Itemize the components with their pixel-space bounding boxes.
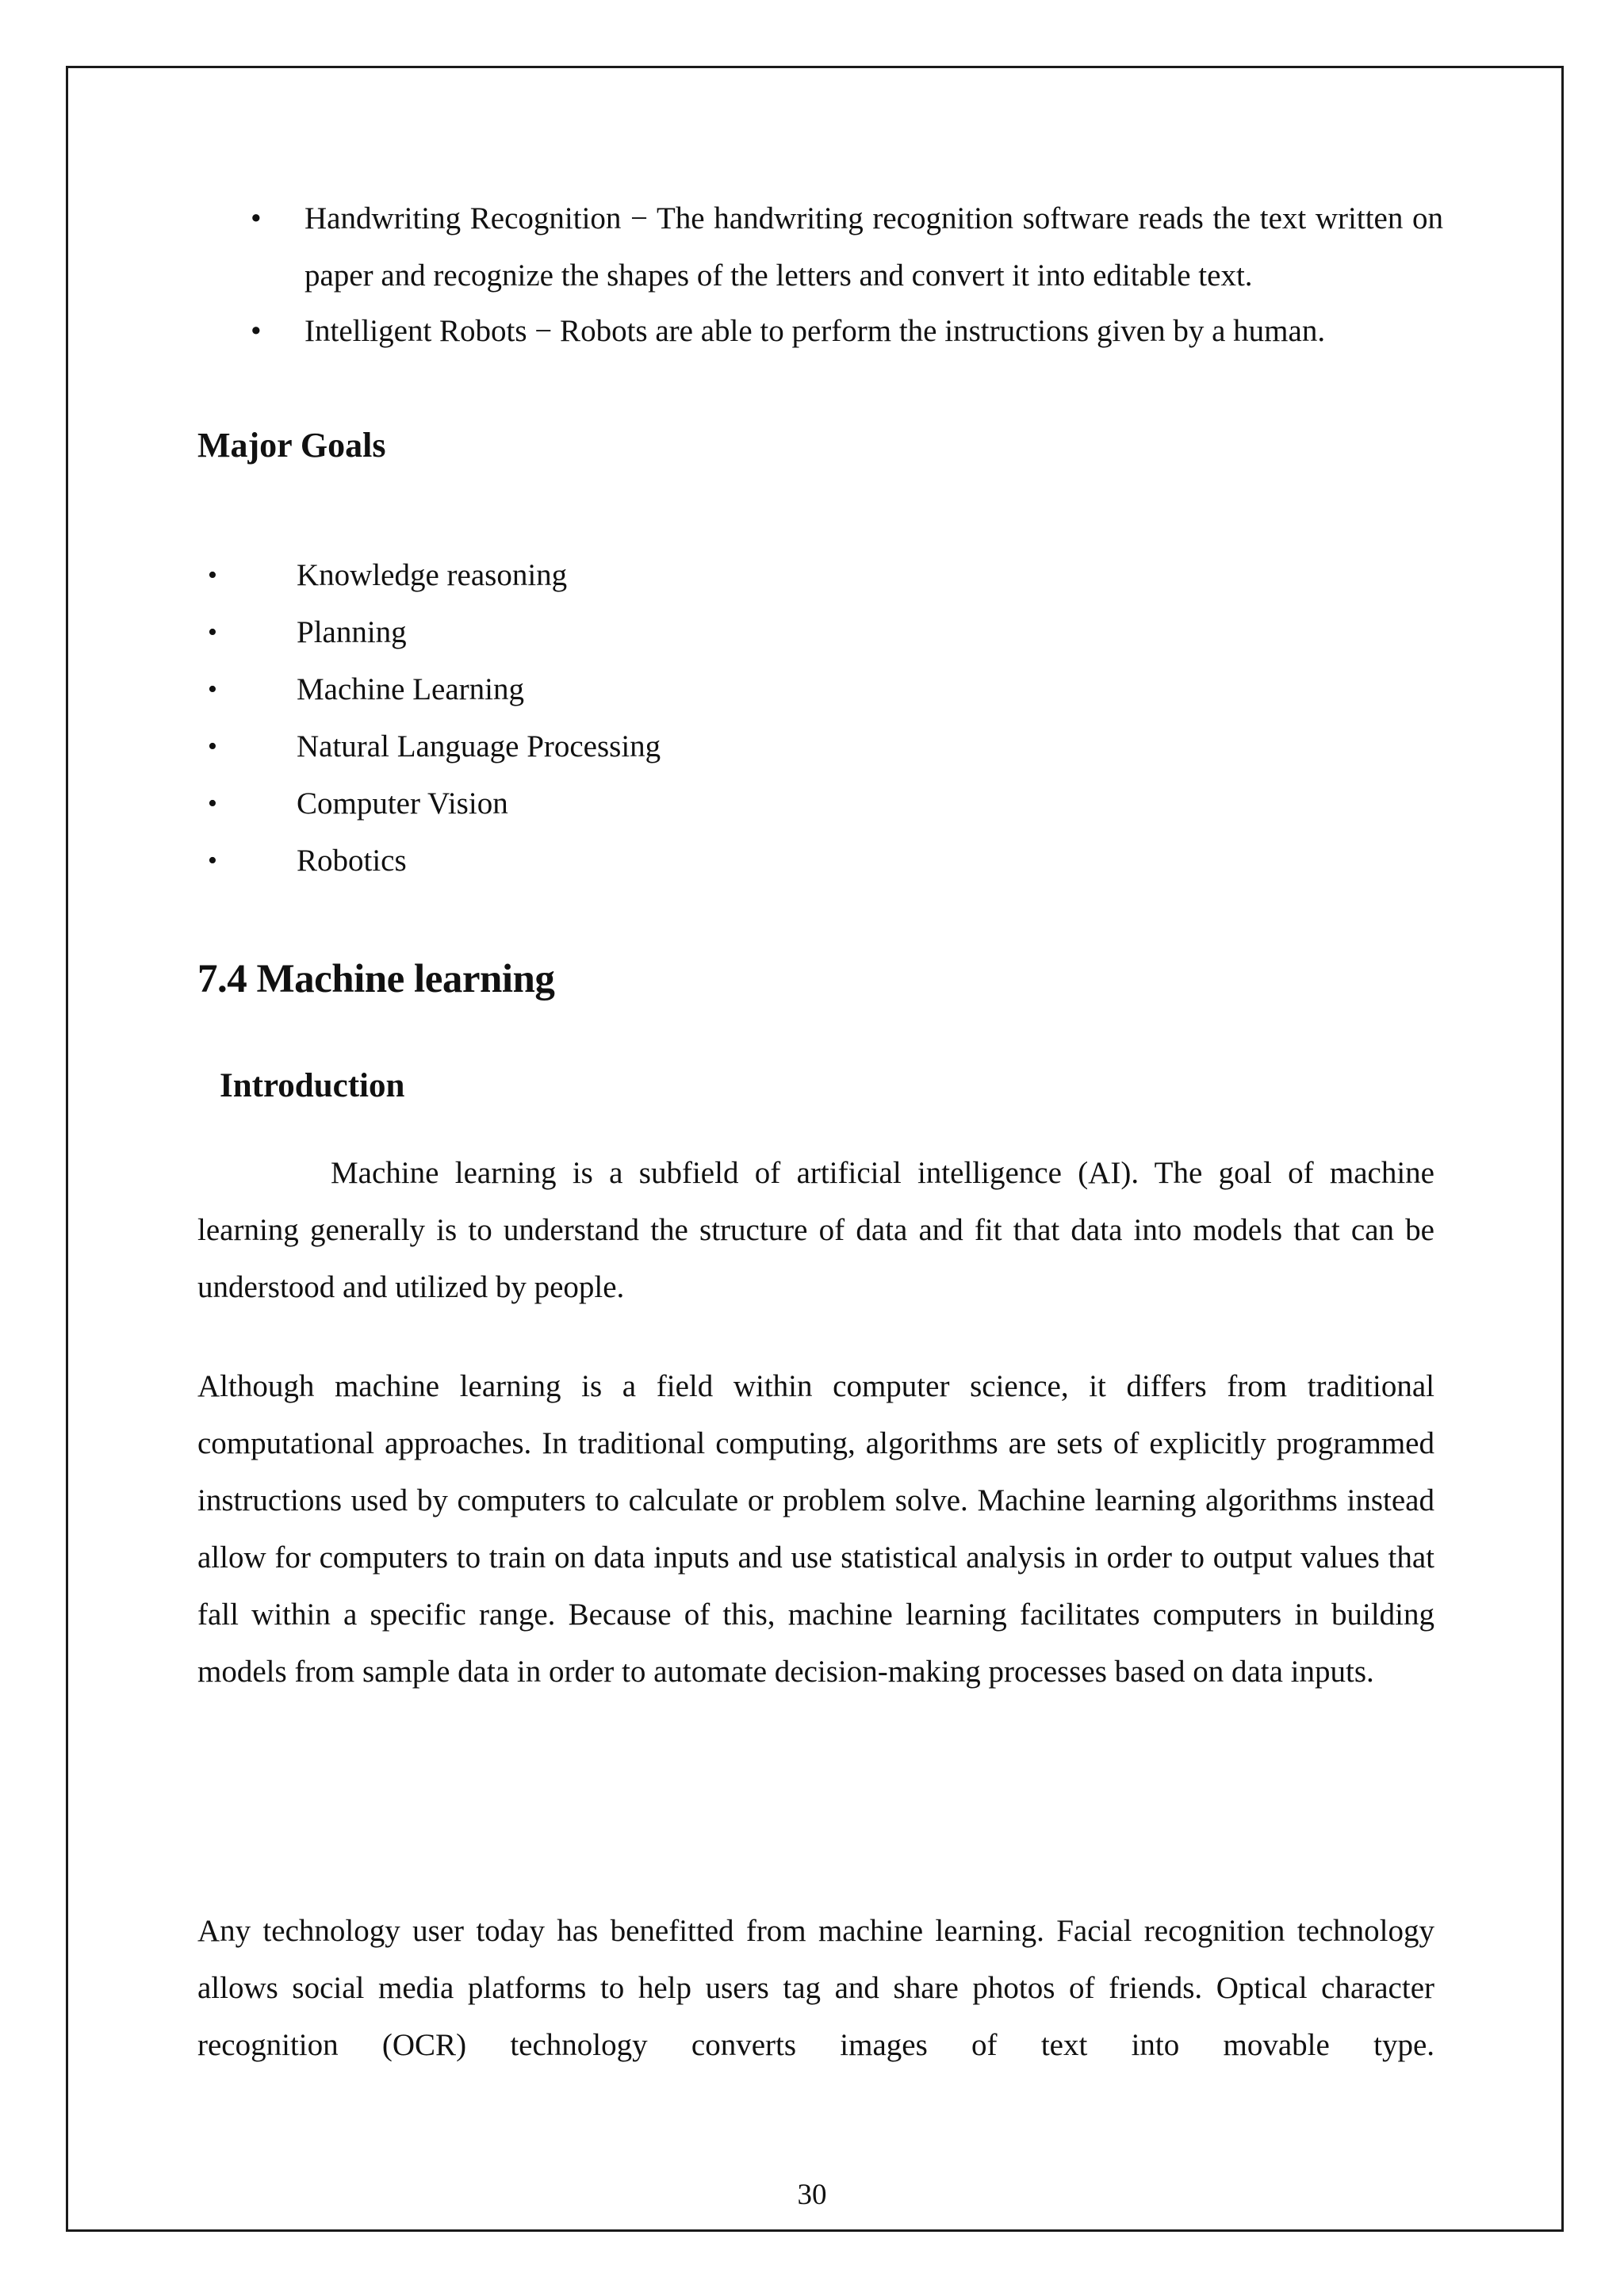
bullet-icon: • [208,561,217,590]
bullet-icon: • [208,789,217,818]
bullet-icon: • [251,201,262,235]
goal-label: Planning [297,615,407,649]
paragraph-traditional-computing: Although machine learning is a field within computer science, it differs from traditional computational approaches. In traditional computing, algorithms are sets of explicitly programmed instructions used by computers to calculate or problem solve. Machine learning algorithms instead allow for computers to train on data inputs and use statistical analysis in order to output values that fall within a specific range. Because of this, machine learning facilitates computers in building models from sample data in order to automate decision-making processes based on data inputs. [197,1369,1434,1689]
goal-label: Robotics [297,844,407,878]
subsection-title: Introduction [220,1067,405,1104]
page-number: 30 [797,2179,827,2211]
goal-label: Computer Vision [297,786,508,821]
bullet-icon: • [251,314,262,348]
bullet-text: Intelligent Robots − Robots are able to perform the instructions given by a human. [304,314,1326,348]
paragraph-technology-user: Any technology user today has benefitted from machine learning. Facial recognition technology allows social media platforms to help users tag and share photos of friends. Optical character recognition (OCR) technology converts images of text into movable type. [197,1914,1434,2062]
section-title: 7.4 Machine learning [197,957,555,1001]
bullet-text: Handwriting Recognition − The handwriting recognition software reads the text written on paper and recognize the shapes of the letters and convert it into editable text. [304,201,1443,293]
major-goals-heading: Major Goals [197,426,386,465]
paragraph-intro: Machine learning is a subfield of artificial intelligence (AI). The goal of machine learning generally is to understand the structure of data and fit that data into models that can be understood and utilized by people. [197,1156,1434,1304]
bullet-icon: • [208,618,217,647]
bullet-icon: • [208,732,217,761]
goal-label: Knowledge reasoning [297,558,568,592]
goal-label: Machine Learning [297,672,524,706]
goal-label: Natural Language Processing [297,729,661,763]
bullet-icon: • [208,675,217,704]
bullet-icon: • [208,846,217,875]
